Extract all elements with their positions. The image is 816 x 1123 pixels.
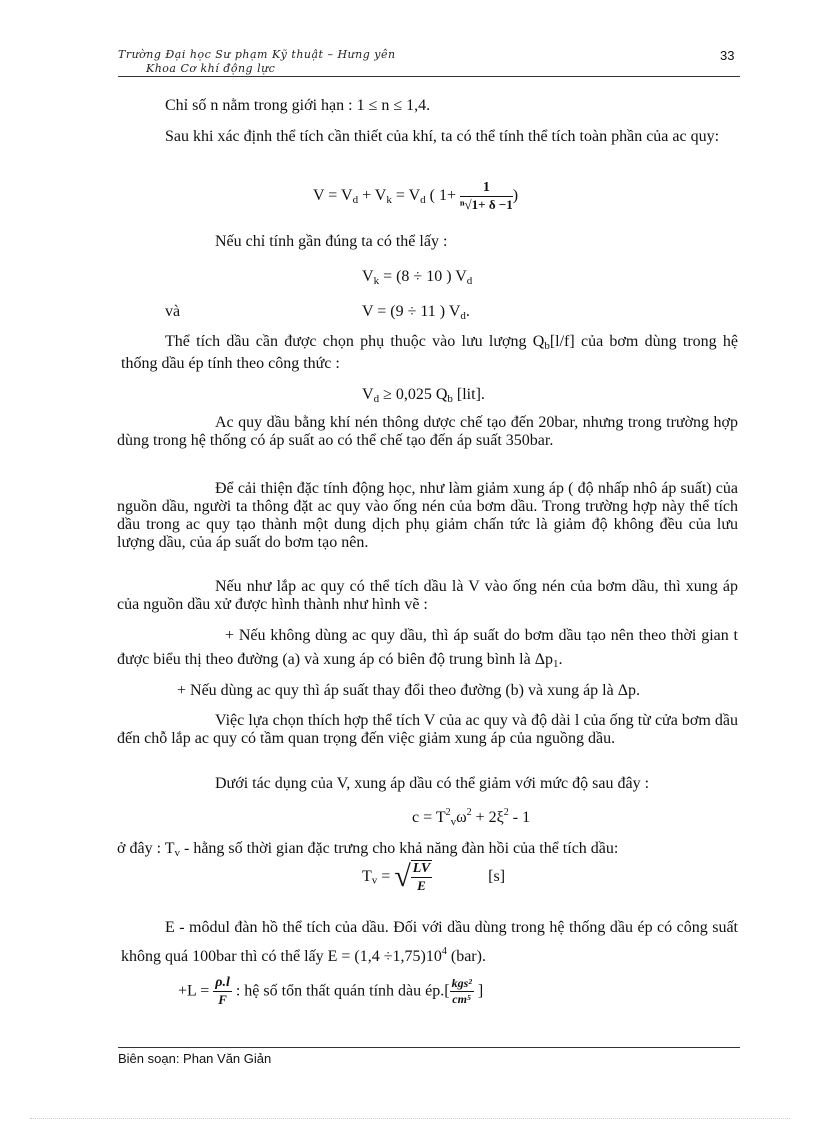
paragraph-case-a	[117, 624, 738, 676]
eq6-sub: v	[371, 874, 378, 887]
page-number: 33	[720, 48, 735, 63]
eq6-unit: [s]	[488, 868, 506, 885]
eq4-text: ≥ 0,025 Q	[379, 386, 448, 403]
eq1-text: + V	[358, 187, 387, 205]
eq5-text: c = T	[412, 809, 446, 826]
eq1-sub: d	[352, 194, 359, 207]
eq7-text: +L =	[178, 982, 214, 1000]
equation-total-volume	[313, 180, 518, 213]
paragraph-reduction: Dưới tác dụng của V, xung áp dầu có thể giảm với mức độ sau đây :	[215, 775, 650, 792]
eq1-text: = V	[391, 187, 421, 205]
header-faculty: Khoa Cơ khí động lực	[146, 62, 276, 75]
p12-text: - hằng số thời gian đặc trưng cho khả năng đàn hồi của thể tích dầu:	[180, 840, 619, 857]
p9-text: + Nếu dùng ac quy thì áp suất thay đổi theo đường (b) và xung áp là	[177, 682, 618, 699]
eq1-numerator: 1	[460, 180, 513, 197]
eq6-text: T	[362, 868, 372, 885]
equation-vk	[362, 268, 472, 287]
eq7-text: ]	[473, 982, 484, 1000]
p13-text: E - môdul đàn hồ thể tích của dầu. Đối với dầu dùng trong hệ thống dầu ép có công suất không quá 100bar thì có thể lấy E = (1,4 ÷1,75)10	[121, 919, 738, 965]
eq2-text: = (8 ÷ 10 ) V	[379, 268, 467, 285]
eq4-text: [lit].	[452, 386, 485, 403]
paragraph-dynamics: Để cải thiện đặc tính động học, như làm giảm xung áp ( độ nhấp nhô áp suất) của nguồn dầu, người ta thông đặt ac quy vào ống nén của bơm dầu. Trong trường hợp này thể tích dầu trong ac quy tạo thành một dung dịch phụ giảm chấn tức là giảm độ không đều của lưu lượng dầu, của áp suất do bơm tạo nên.	[117, 480, 738, 551]
paragraph-pulse-formation: Nếu như lắp ac quy có thể tích dầu là V vào ống nén của bơm dầu, thì xung áp của nguồn dầu xử được hình thành như hình vẽ :	[117, 578, 738, 613]
equation-l	[178, 975, 483, 1008]
p9-text: .	[636, 682, 641, 699]
paragraph-approx: Nếu chỉ tính gần đúng ta có thể lấy :	[215, 233, 448, 250]
eq7-text: : hệ số tổn thất quán tính dàu ép.[	[231, 982, 450, 1000]
eq4-sub: d	[373, 393, 380, 405]
delta-p: Δp	[617, 682, 637, 699]
eq1-text: V = V	[313, 187, 353, 205]
eq5-sup: 2	[466, 807, 472, 818]
paragraph-n-range: Chỉ số n nằm trong giới hạn : 1 ≤ n ≤ 1,4.	[165, 97, 431, 114]
label-va: và	[165, 303, 181, 320]
delta-p1: Δp	[534, 651, 554, 668]
eq1-denominator: ⁿ√1+ δ −1	[460, 197, 513, 212]
eq4-text: V	[362, 386, 374, 403]
header-rule	[118, 76, 740, 77]
eq2-sub: d	[466, 275, 473, 287]
header-school: Trường Đại học Sư phạm Kỹ thuật – Hưng yên	[118, 48, 396, 61]
eq2-text: V	[362, 268, 374, 285]
p8-sub: 1	[553, 658, 559, 670]
p4-text: Thể tích dầu cần được chọn phụ thuộc vào lưu lượng Q	[165, 333, 545, 350]
equation-vd-min	[362, 386, 485, 405]
paragraph-case-b	[177, 682, 640, 700]
footer-author: Biên soạn: Phan Văn Giản	[118, 1051, 272, 1066]
eq2-sub: k	[373, 275, 380, 287]
eq6-numerator: LV	[412, 861, 431, 876]
eq7-denominator: F	[218, 992, 227, 1007]
paragraph-gas-accumulator: Ac quy dầu bằng khí nén thông dược chế tạo đến 20bar, nhưng trong trường hợp dùng trong hệ thống có áp suất ao có thể chế tạo đến áp suất 350bar.	[117, 414, 738, 449]
p13-sup: 4	[441, 946, 447, 957]
eq7-unit-denominator: cm⁵	[452, 992, 472, 1006]
paragraph-total-volume: Sau khi xác định thể tích cần thiết của khí, ta có thể tính thể tích toàn phần của ac quy:	[165, 128, 720, 145]
paragraph-oil-volume	[121, 333, 738, 373]
p4-sub: b	[544, 340, 550, 352]
equation-c	[412, 807, 530, 828]
eq5-text: ω	[456, 809, 467, 826]
paragraph-modulus	[121, 916, 738, 969]
p8-text: + Nếu không dùng ac quy dầu, thì áp suất do bơm dầu tạo nên theo thời gian t được biểu thị theo đường (a) và xung áp có biên độ trung bình là	[117, 627, 738, 668]
eq7-unit-fraction	[450, 976, 474, 1007]
eq7-numerator: ρ.l	[215, 975, 230, 990]
eq3-text: V = (9 ÷ 11 ) V	[362, 303, 461, 320]
eq1-fraction	[460, 180, 513, 213]
eq1-text: )	[512, 187, 519, 205]
equation-v-total	[362, 303, 470, 322]
eq5-sup: 2	[445, 807, 451, 818]
p12-sub: v	[174, 847, 180, 859]
eq7-fraction	[213, 975, 232, 1008]
eq3-text: .	[465, 303, 470, 320]
page-bottom-divider	[30, 1118, 790, 1119]
eq3-sub: d	[460, 310, 466, 322]
eq7-unit-numerator: kgs²	[451, 976, 472, 990]
equation-tv	[362, 860, 505, 894]
eq4-sub: b	[447, 393, 453, 405]
running-header	[118, 48, 396, 76]
p4-text: [l/f] của bơm dùng trong hệ thống dầu ép tính theo công thức :	[121, 333, 739, 372]
eq6-fraction	[411, 860, 432, 894]
eq6-text: =	[377, 868, 395, 885]
paragraph-tv-definition	[117, 840, 618, 862]
eq1-text: ( 1+	[425, 187, 461, 205]
eq1-sub: d	[420, 194, 426, 207]
eq6-denominator: E	[417, 878, 426, 893]
eq5-sub: v	[450, 816, 457, 828]
eq5-text: + 2ξ	[471, 809, 504, 826]
eq5-text: - 1	[508, 809, 531, 826]
paragraph-selection: Việc lựa chọn thích hợp thể tích V của ac quy và độ dài l của ống từ cửa bơm dầu đến chỗ lắp ac quy có tầm quan trọng đến việc giảm xung áp của nguồng dầu.	[117, 712, 738, 747]
p12-text: ở đây : T	[117, 840, 175, 857]
p8-text: .	[558, 651, 563, 668]
footer-rule	[118, 1047, 740, 1048]
p13-text: (bar).	[446, 948, 486, 965]
eq5-sup: 2	[503, 807, 509, 818]
eq1-sub: k	[386, 194, 392, 207]
sqrt-sign: √	[394, 860, 411, 893]
